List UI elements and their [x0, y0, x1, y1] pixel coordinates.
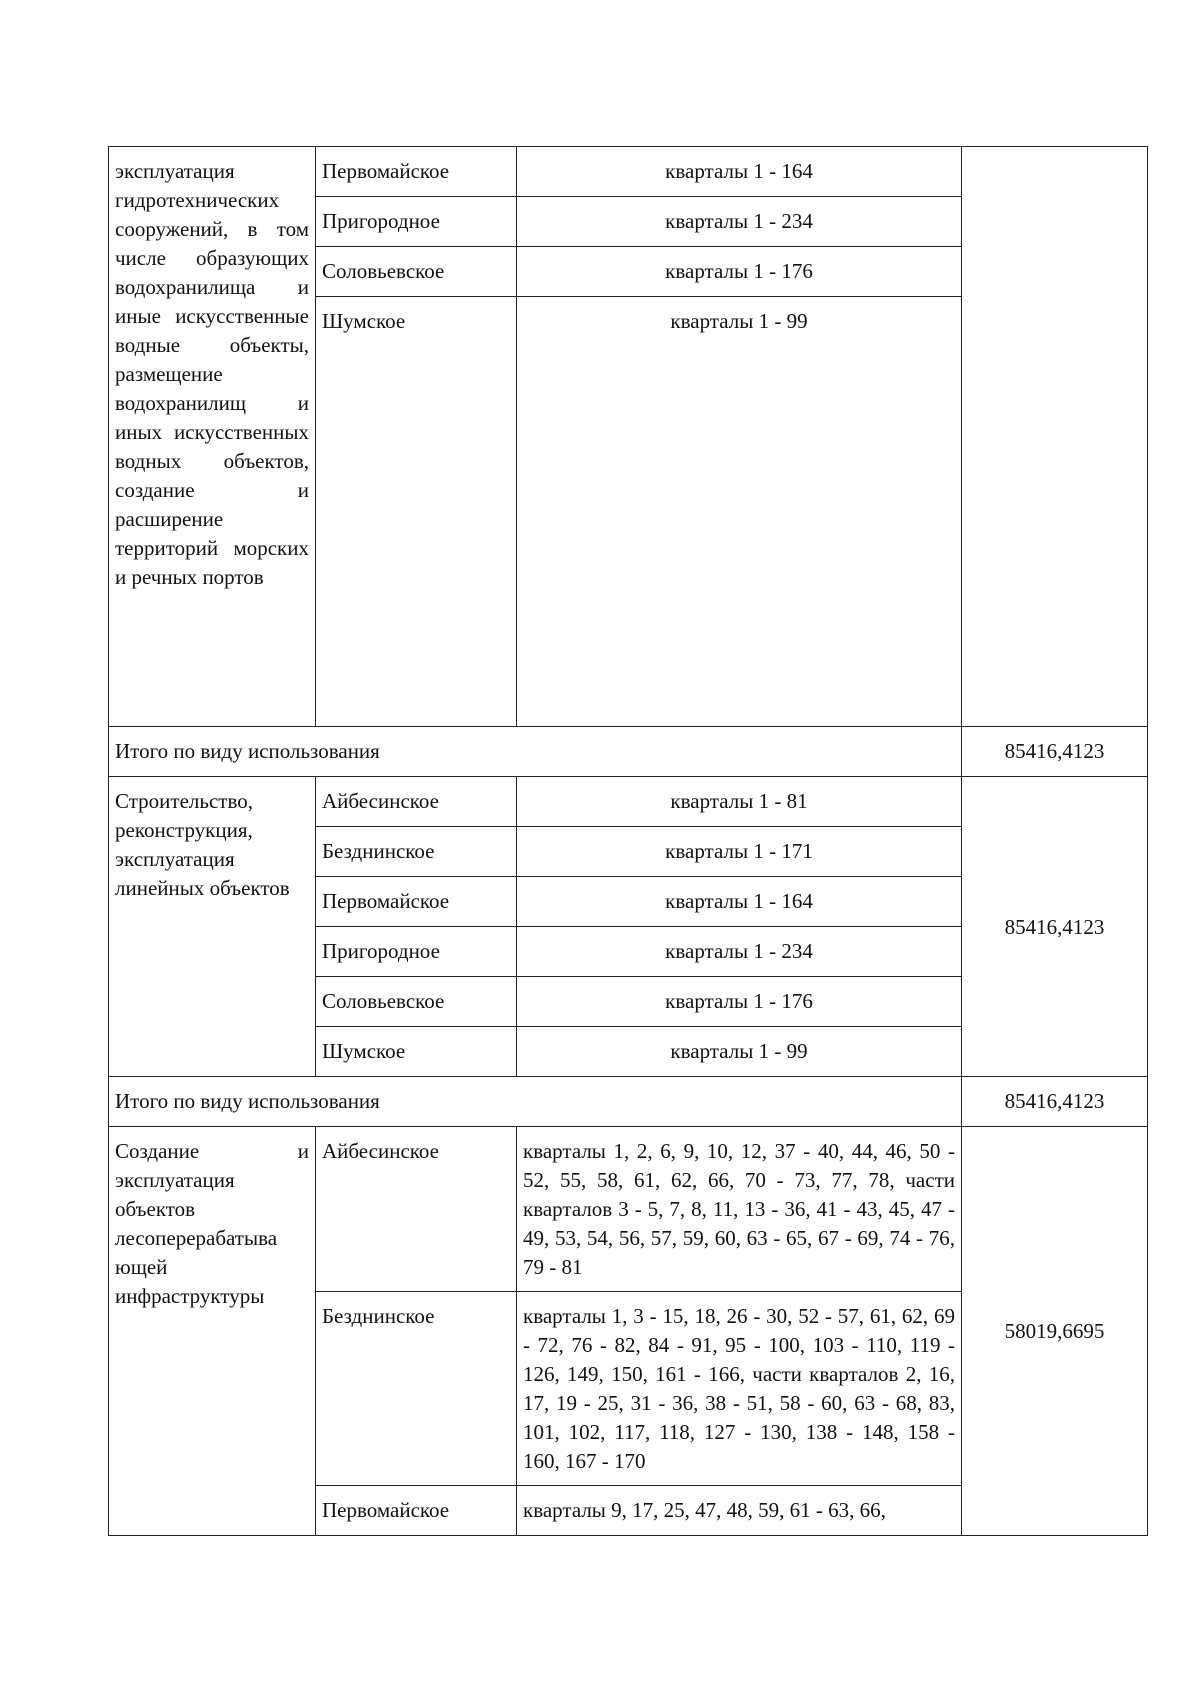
- quarters-cell: кварталы 1, 3 - 15, 18, 26 - 30, 52 - 57, 61, 62, 69 - 72, 76 - 82, 84 - 91, 95 - 100, 103 - 110, 119 - 126, 149, 150, 161 - 166, части кварталов 2, 16, 17, 19 - 25, 31 - 36, 38 - 51, 58 - 60, 63 - 68, 83, 101, 102, 117, 118, 127 - 130, 138 - 148, 158 - 160, 167 - 170: [517, 1292, 962, 1486]
- forestry-cell: Соловьевское: [316, 977, 517, 1027]
- total-label: Итого по виду использования: [109, 727, 962, 777]
- forestry-cell: Безднинское: [316, 827, 517, 877]
- quarters-cell: кварталы 9, 17, 25, 47, 48, 59, 61 - 63, 66,: [517, 1486, 962, 1536]
- quarters-cell: кварталы 1 - 99: [517, 297, 962, 727]
- quarters-cell: кварталы 1 - 99: [517, 1027, 962, 1077]
- use-type-cell: эксплуатация гидротехнических сооружений, в том числе образующих водохранилища и иные искусственные водные объекты, размещение водохранилищ и иных искусственных водных объектов, создание и расширение территорий морских и речных портов: [109, 147, 316, 727]
- quarters-cell: кварталы 1 - 176: [517, 247, 962, 297]
- forestry-cell: Шумское: [316, 1027, 517, 1077]
- forestry-cell: Первомайское: [316, 147, 517, 197]
- quarters-cell: кварталы 1 - 176: [517, 977, 962, 1027]
- forestry-cell: Безднинское: [316, 1292, 517, 1486]
- table-row: [109, 1127, 1148, 1292]
- quarters-cell: кварталы 1 - 164: [517, 877, 962, 927]
- forestry-cell: Первомайское: [316, 877, 517, 927]
- land-use-table: [108, 146, 1148, 1536]
- forestry-cell: Первомайское: [316, 1486, 517, 1536]
- total-value: 85416,4123: [962, 1077, 1148, 1127]
- forestry-cell: Шумское: [316, 297, 517, 727]
- use-type-cell: Строительство, реконструкция, эксплуатация линейных объектов: [109, 777, 316, 1077]
- quarters-cell: кварталы 1 - 234: [517, 927, 962, 977]
- quarters-cell: кварталы 1 - 171: [517, 827, 962, 877]
- table-row: [109, 147, 1148, 197]
- forestry-cell: Пригородное: [316, 927, 517, 977]
- use-type-cell: Создание и эксплуатация объектов лесоперерабатыва ющей инфраструктуры: [109, 1127, 316, 1536]
- table-row: [109, 777, 1148, 827]
- quarters-cell: кварталы 1 - 81: [517, 777, 962, 827]
- total-row: [109, 1077, 1148, 1127]
- quarters-cell: кварталы 1, 2, 6, 9, 10, 12, 37 - 40, 44, 46, 50 - 52, 55, 58, 61, 62, 66, 70 - 73, 77, 78, части кварталов 3 - 5, 7, 8, 11, 13 - 36, 41 - 43, 45, 47 - 49, 53, 54, 56, 57, 59, 60, 63 - 65, 67 - 69, 74 - 76, 79 - 81: [517, 1127, 962, 1292]
- total-row: [109, 727, 1148, 777]
- total-label: Итого по виду использования: [109, 1077, 962, 1127]
- total-value: 85416,4123: [962, 727, 1148, 777]
- forestry-cell: Пригородное: [316, 197, 517, 247]
- forestry-cell: Айбесинское: [316, 1127, 517, 1292]
- quarters-cell: кварталы 1 - 234: [517, 197, 962, 247]
- quarters-cell: кварталы 1 - 164: [517, 147, 962, 197]
- area-cell: 85416,4123: [962, 777, 1148, 1077]
- forestry-cell: Айбесинское: [316, 777, 517, 827]
- area-cell: 58019,6695: [962, 1127, 1148, 1536]
- forestry-cell: Соловьевское: [316, 247, 517, 297]
- area-cell: [962, 147, 1148, 727]
